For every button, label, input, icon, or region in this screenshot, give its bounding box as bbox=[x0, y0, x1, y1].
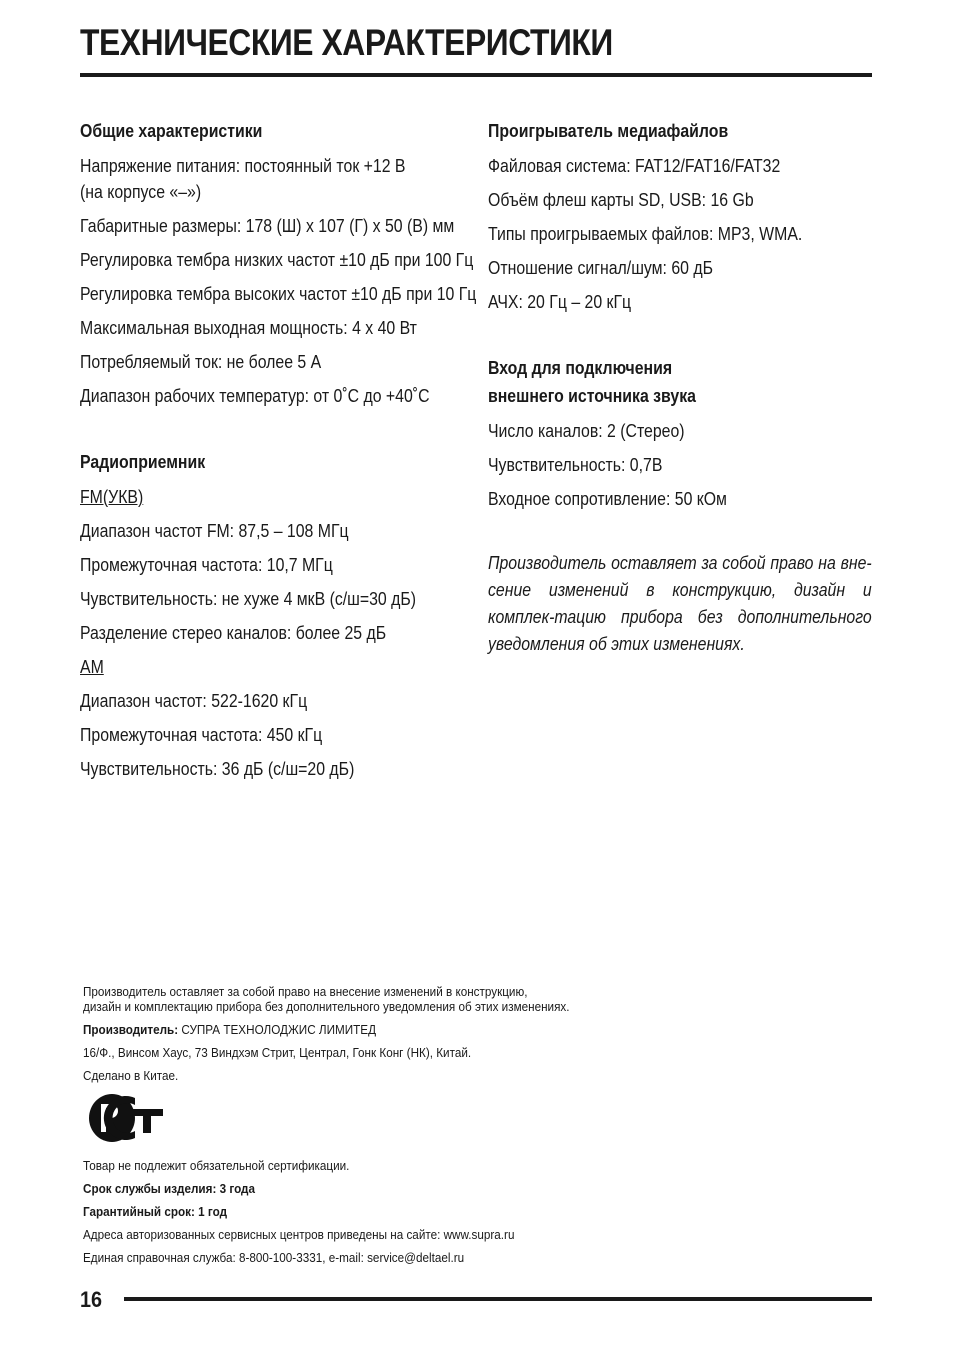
spec-line: Типы проигрываемых файлов: MP3, WMA. bbox=[488, 224, 803, 244]
spec-line: Габаритные размеры: 178 (Ш) x 107 (Г) x 50 (В) мм bbox=[80, 216, 455, 236]
footer-info bbox=[83, 984, 703, 1083]
spec-line: Чувствительность: 36 дБ (с/ш=20 дБ) bbox=[80, 759, 355, 779]
spec-line: Диапазон рабочих температур: от 0˚С до +40˚С bbox=[80, 386, 430, 406]
no-certification: Товар не подлежит обязательной сертификации. bbox=[83, 1158, 350, 1173]
manufacturer-name: СУПРА ТЕХНОЛОДЖИС ЛИМИТЕД bbox=[178, 1022, 377, 1037]
spec-line: Регулировка тембра высоких частот ±10 дБ при 10 Гц bbox=[80, 284, 477, 304]
manufacturer-line bbox=[83, 1022, 641, 1037]
made-in: Сделано в Китае. bbox=[83, 1068, 179, 1083]
am-label: AM bbox=[80, 657, 104, 677]
spec-line: Чувствительность: не хуже 4 мкВ (с/ш=30 дБ) bbox=[80, 589, 417, 609]
aux-heading: Вход для подключения bbox=[488, 358, 673, 378]
service-life: Срок службы изделия: 3 года bbox=[83, 1181, 255, 1196]
spec-line: Чувствительность: 0,7В bbox=[488, 455, 663, 475]
warranty-period: Гарантийный срок: 1 год bbox=[83, 1204, 228, 1219]
footer-service bbox=[83, 1158, 703, 1265]
spec-line: Максимальная выходная мощность: 4 x 40 Вт bbox=[80, 318, 417, 338]
spec-line: Файловая система: FAT12/FAT16/FAT32 bbox=[488, 156, 781, 176]
right-column bbox=[488, 112, 872, 658]
spec-line: Объём флеш карты SD, USB: 16 Gb bbox=[488, 190, 754, 210]
service-centers: Адреса авторизованных сервисных центров приведены на сайте: www.supra.ru bbox=[83, 1227, 515, 1242]
radio-heading: Радиоприемник bbox=[80, 452, 206, 472]
hotline: Единая справочная служба: 8-800-100-3331, e-mail: service@deltael.ru bbox=[83, 1250, 465, 1265]
manufacturer-label: Производитель: bbox=[83, 1022, 179, 1037]
spec-line: АЧХ: 20 Гц – 20 кГц bbox=[488, 292, 632, 312]
footer-disclaimer-1: Производитель оставляет за собой право на внесение изменений в конструкцию, bbox=[83, 984, 528, 999]
fm-label: FM(УКВ) bbox=[80, 487, 144, 507]
spec-line: Регулировка тембра низких частот ±10 дБ при 100 Гц bbox=[80, 250, 474, 270]
general-heading: Общие характеристики bbox=[80, 121, 263, 141]
title-underline bbox=[80, 73, 872, 77]
bottom-rule bbox=[124, 1297, 872, 1301]
spec-line: Потребляемый ток: не более 5 А bbox=[80, 352, 322, 372]
disclaimer-note: Производитель оставляет за собой право на вне-сение изменений в конструкцию, дизайн и комплек-тацию прибора без дополнительного уведомления об этих изменениях. bbox=[488, 553, 872, 654]
spec-line: Диапазон частот FM: 87,5 – 108 МГц bbox=[80, 521, 349, 541]
spec-line: Напряжение питания: постоянный ток +12 В bbox=[80, 156, 406, 176]
left-column bbox=[80, 112, 480, 782]
page-title: ТЕХНИЧЕСКИЕ ХАРАКТЕРИСТИКИ bbox=[80, 22, 613, 63]
manufacturer-address: 16/Ф., Винсом Хаус, 73 Виндхэм Стрит, Централ, Гонк Конг (НК), Китай. bbox=[83, 1045, 472, 1060]
spec-line: (на корпусе «–») bbox=[80, 182, 202, 202]
media-heading: Проигрыватель медиафайлов bbox=[488, 121, 729, 141]
footer-disclaimer-2: дизайн и комплектацию прибора без дополнительного уведомления об этих изменениях. bbox=[83, 999, 570, 1014]
spec-line: Число каналов: 2 (Стерео) bbox=[488, 421, 685, 441]
spec-line: Промежуточная частота: 10,7 МГц bbox=[80, 555, 333, 575]
spec-line: Отношение сигнал/шум: 60 дБ bbox=[488, 258, 714, 278]
page-number: 16 bbox=[80, 1287, 103, 1312]
pct-certification-logo-icon bbox=[87, 1092, 163, 1144]
spec-line: Диапазон частот: 522-1620 кГц bbox=[80, 691, 308, 711]
spec-line: Входное сопротивление: 50 кОм bbox=[488, 489, 727, 509]
spec-line: Промежуточная частота: 450 кГц bbox=[80, 725, 323, 745]
spec-line: Разделение стерео каналов: более 25 дБ bbox=[80, 623, 387, 643]
aux-heading-2: внешнего источника звука bbox=[488, 386, 696, 406]
